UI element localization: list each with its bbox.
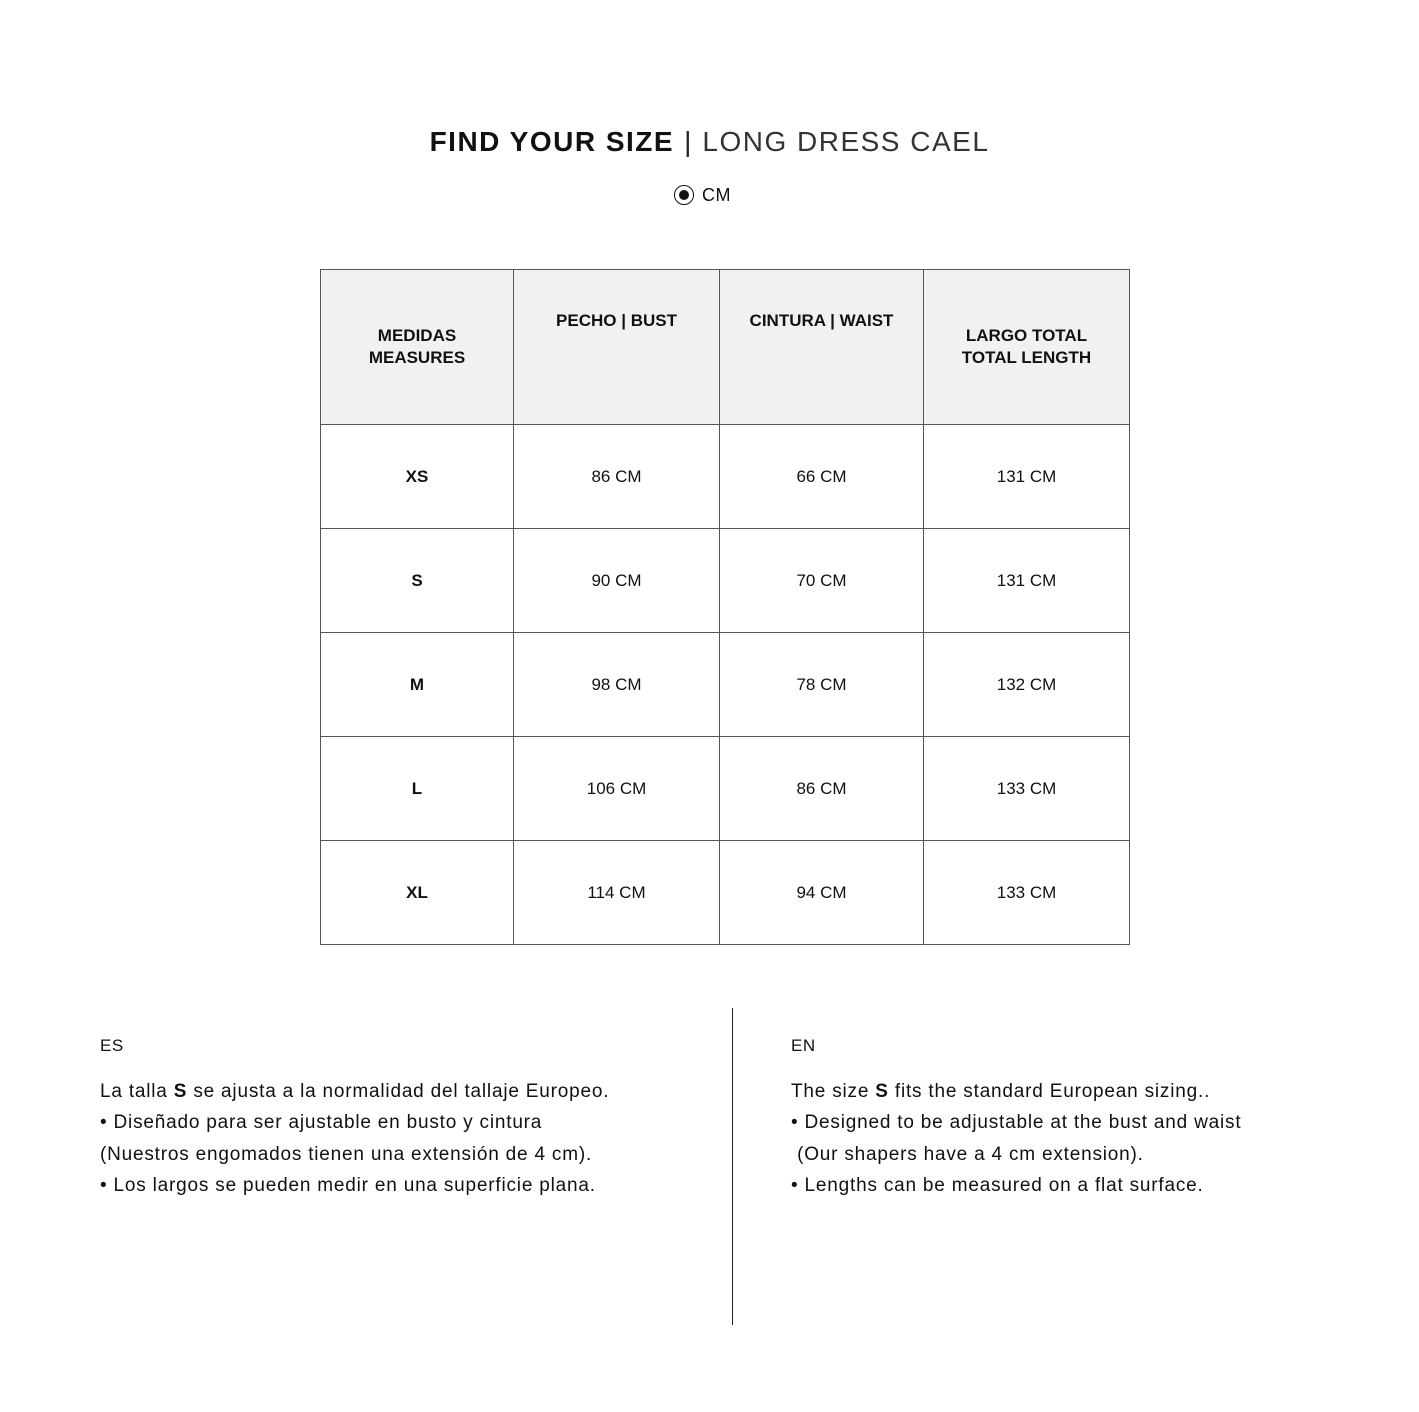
page-title [0, 124, 1419, 160]
note-line: (Nuestros engomados tienen una extensión de 4 cm). [100, 1143, 593, 1165]
table-row [321, 529, 1130, 633]
size-cell: XL [321, 841, 514, 945]
table-header-row [321, 270, 1130, 425]
length-cell: 131 CM [924, 529, 1130, 633]
size-highlight: S [173, 1080, 188, 1102]
header-measures: MEDIDAS MEASURES [321, 270, 514, 425]
length-cell: 132 CM [924, 633, 1130, 737]
waist-cell: 86 CM [720, 737, 924, 841]
table-row [321, 425, 1130, 529]
waist-cell: 94 CM [720, 841, 924, 945]
note-line: • Los largos se pueden medir en una superficie plana. [100, 1175, 596, 1196]
size-cell: M [321, 633, 514, 737]
bust-cell: 90 CM [514, 529, 720, 633]
waist-cell: 70 CM [720, 529, 924, 633]
bust-cell: 114 CM [514, 841, 720, 945]
unit-selector-cm[interactable] [674, 182, 731, 208]
bust-cell: 86 CM [514, 425, 720, 529]
lang-label-es: ES [100, 1036, 124, 1055]
notes-spanish [100, 1030, 609, 1202]
size-cell: L [321, 737, 514, 841]
unit-label: CM [702, 184, 731, 205]
header-waist: CINTURA | WAIST [720, 270, 924, 425]
size-highlight: S [875, 1080, 889, 1102]
table-row [321, 633, 1130, 737]
length-cell: 133 CM [924, 841, 1130, 945]
note-line: (Our shapers have a 4 cm extension). [791, 1143, 1144, 1165]
title-product-name: LONG DRESS CAEL [702, 126, 990, 157]
size-table [320, 269, 1130, 945]
note-line: • Designed to be adjustable at the bust and waist [791, 1112, 1242, 1133]
vertical-divider [732, 1008, 733, 1325]
notes-english [791, 1030, 1241, 1202]
size-cell: XS [321, 425, 514, 529]
title-separator: | [684, 126, 693, 157]
waist-cell: 78 CM [720, 633, 924, 737]
radio-selected-icon[interactable] [674, 185, 694, 205]
header-total-length: LARGO TOTAL TOTAL LENGTH [924, 270, 1130, 425]
table-row [321, 841, 1130, 945]
table-row [321, 737, 1130, 841]
length-cell: 131 CM [924, 425, 1130, 529]
waist-cell: 66 CM [720, 425, 924, 529]
title-find-your-size: FIND YOUR SIZE [429, 126, 675, 157]
lang-label-en: EN [791, 1036, 816, 1055]
bust-cell: 106 CM [514, 737, 720, 841]
header-bust: PECHO | BUST [514, 270, 720, 425]
note-line: • Diseñado para ser ajustable en busto y cintura [100, 1112, 543, 1133]
note-line: La talla S se ajusta a la normalidad del tallaje Europeo. [100, 1080, 610, 1102]
size-cell: S [321, 529, 514, 633]
length-cell: 133 CM [924, 737, 1130, 841]
note-line: • Lengths can be measured on a flat surface. [791, 1175, 1204, 1196]
bust-cell: 98 CM [514, 633, 720, 737]
note-line: The size S fits the standard European sizing.. [791, 1080, 1211, 1102]
